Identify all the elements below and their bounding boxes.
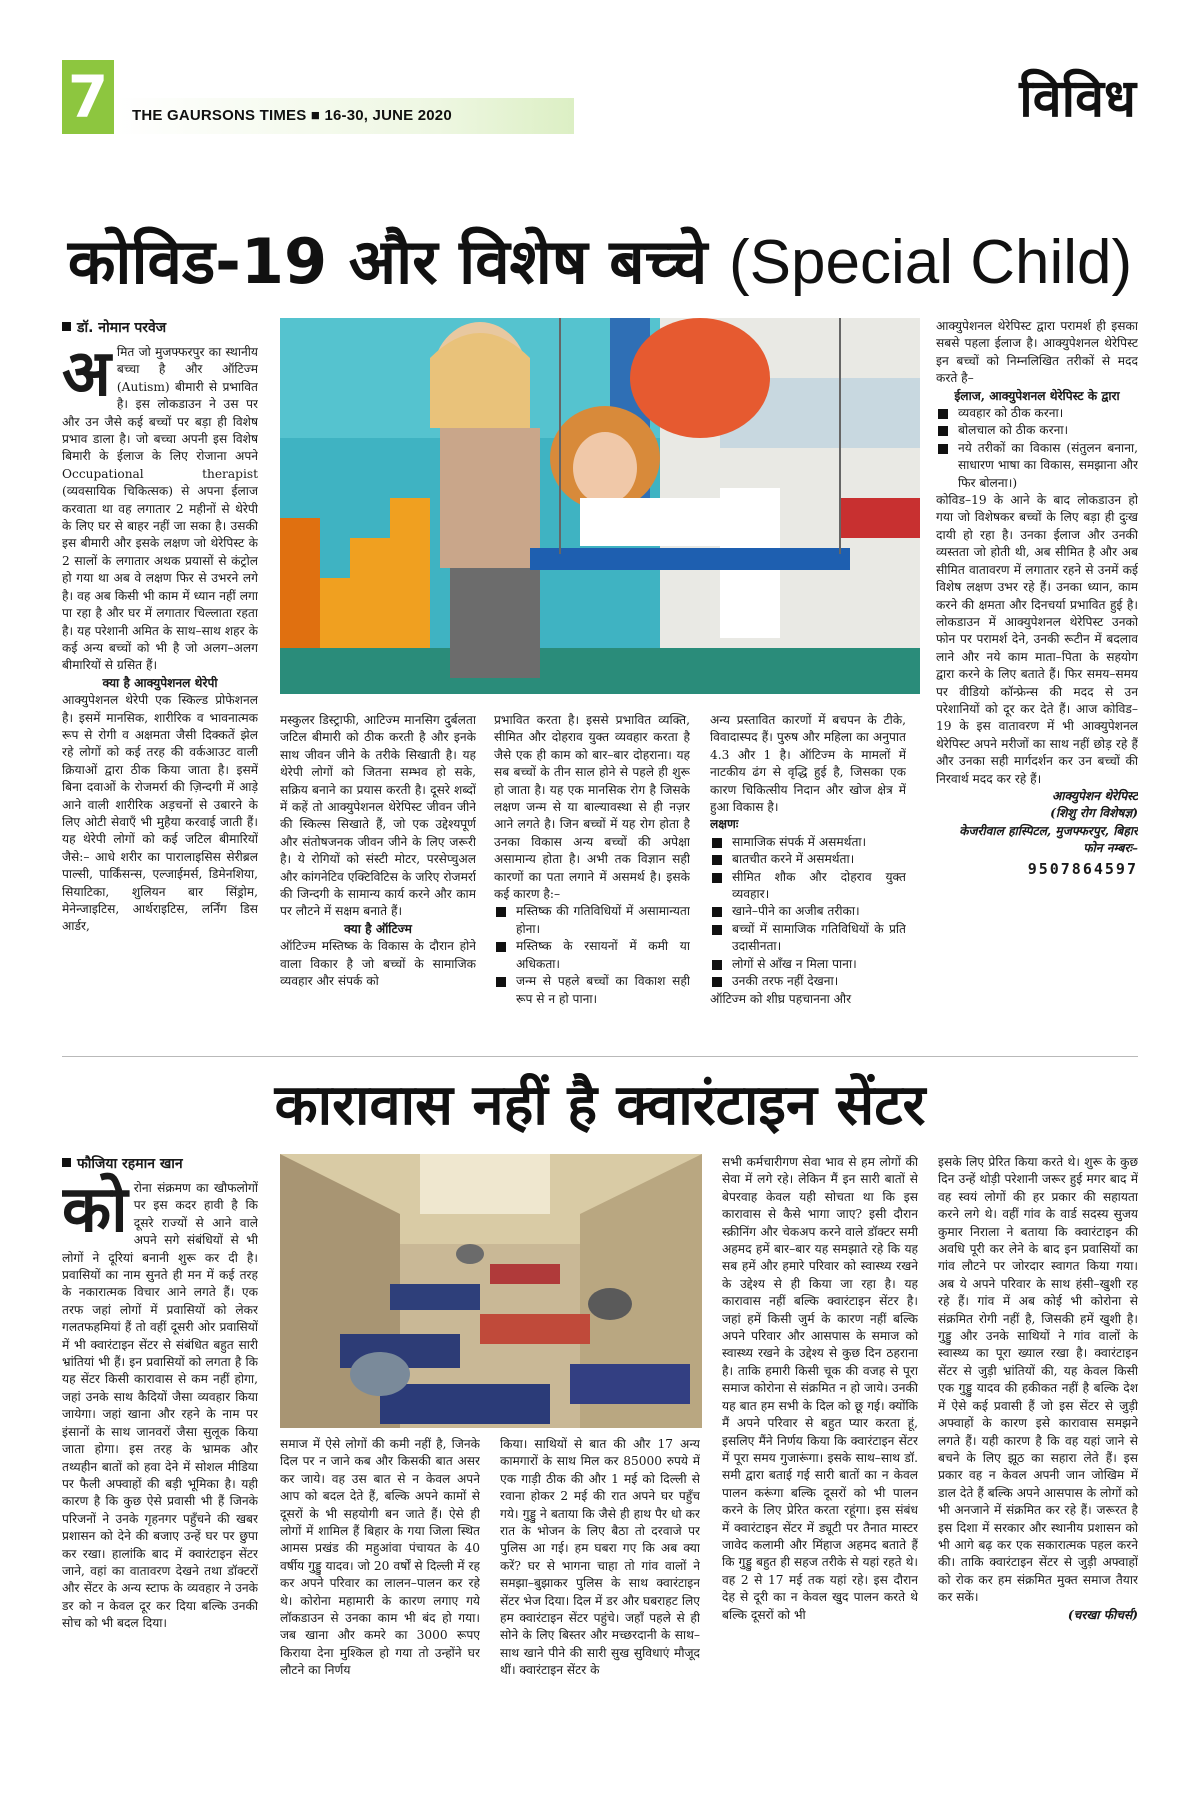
article1-column-2 [280,712,476,1040]
causes-list [494,903,690,1007]
paragraph: कोविड–19 के आने के बाद लोकडाउन हो गया जो विशेषकर बच्चों के लिए बड़ा ही दुःख दायी हो रहा है। उनका ईलाज और उनकी व्यस्तता जो होती थी, अब सीमित है और अब सीमित वातावरण में लगातार रहने से उनमें कई विशेष लक्षण उभर रहे हैं। उनका ध्यान, काम करने की क्षमता और दिनचर्या प्रभावित हुई है। लोकडाउन में आक्युपेशनल थेरेपिस्ट उनको फोन पर परामर्श देने, उनकी रूटीन में बदलाव लाने और नये काम माता–पिता के सहयोग द्वारा करने के लिए बताते हैं। फिर समय–समय पर वीडियो कॉन्फ्रेन्स की मदद से उन परेशानियों को दूर कर देते हैं। आज कोविड–19 के इस वातावरण में भी आक्युपेशनल थेरेपिस्ट अपने मरीजों का साथ नहीं छोड़ रहे हैं और उनका सही मार्गदर्शन कर उन बच्चों की निरवार्थ मदद कर रहे हैं। [936,493,1138,786]
list-item: खाने–पीने का अजीब तरीका। [710,903,906,920]
section-divider [62,1056,1138,1057]
paragraph: किया। साथियों से बात की और 17 अन्य कामगारों के साथ मिल कर 85000 रुपये में एक गाड़ी ठीक की और 1 मई को दिल्ली से रवाना होकर 2 मई की रात अपने घर पहुँच गये। गुड्डु ने बताया कि जैसे ही हाथ पैर धो कर रात के भोजन के लिए बैठा तो दरवाजे पर पुलिस आ गई। हम घबरा गए कि अब क्या करें? घर से भागना चाहा तो गांव वालों ने समझा–बुझाकर पुलिस के साथ क्वारंटाइन सेंटर भेज दिया। दिल में डर और घबराहट लिए हम क्वारंटाइन सेंटर पहुंचे। जहाँ पहले से ही सोने के लिए बिस्तर और मच्छरदानी के साथ–साथ खाने पीने की सारी सुख सुविधाएं मौजूद थीं। क्वारंटाइन सेंटर के [500,1437,700,1678]
signature-place: केजरीवाल हास्पिटल, मुजफ्फरपुर, बिहार [959,823,1138,838]
paragraph: ऑटिज्म मस्तिष्क के विकास के दौरान होने वाला विकार है जो बच्चों के सामाजिक व्यवहार और संपर्क को [280,939,476,989]
list-item: उनकी तरफ नहीं देखना। [710,973,906,990]
paragraph: आक्युपेशनल थेरेपी एक स्किल्ड प्रोफेशनल है। इसमें मानसिक, शारीरिक व भावनात्मक रूप से रोगी व अक्षमता जैसी दिक्कतें झेल रहे लोगों को कई तरह की वर्कआउट वाली क्रियाओं द्वारा ठीक किया जाता है। इसमें बिना दवाओं के रोजमर्रा की ज़िन्दगी में आड़े आने वाली शारीरिक अड़चनों से उबारने के लिए ओटी सेवाएँ भी मुहैया करवाई जाती हैं। यह थेरेपी लोगों को कई जटिल बीमारियों जैसे:– आधे शरीर का पारालाइसिस सेरीब्रल पाल्सी, पार्किंसन्स, एल्जाईमर्स, डिमेनशिया, सियाटिका, शुलियन बार सिंड्रोम, मेनेन्जाइटिस, आर्थराइटिस, लर्निंग डिस आर्डर, [62,693,258,934]
page-number: 7 [62,60,114,134]
paragraph: प्रभावित करता है। इससे प्रभावित व्यक्ति, सीमित और दोहराव युक्त व्यवहार करता है जैसे एक ही काम को बार–बार दोहराना। यह सब बच्चों के तीन साल होने से पहले ही शुरू हो जाता है। यह एक मानसिक रोग है जिसके लक्षण जन्म से या बाल्यावस्था से ही नज़र आने लगते है। जिन बच्चों में यह रोग होता है उनका विकास अन्य बच्चों की अपेक्षा असामान्य होता है। अभी तक विज्ञान सही कारणों का पता लगाने में असमर्थ है। इसके कई कारण है:– [494,713,690,902]
drop-cap: अ [62,337,111,411]
section-title: विविध [1019,68,1136,129]
list-item: सामाजिक संपर्क में असमर्थता। [710,834,906,851]
square-bullet-icon [62,322,71,331]
article1-column-4 [710,712,906,1040]
paragraph: इसके लिए प्रेरित किया करते थे। शुरू के कुछ दिन उन्हें थोड़ी परेशानी जरूर हुई मगर बाद में वह स्वयं लोगों की हर प्रकार की सहायता करने लगे थे। वहीं गांव के वार्ड सदस्य सुजय कुमार निराला ने बताया कि क्वारंटाइन की अवधि पूरी कर लेने के बाद इन प्रवासियों का गांव लौटने पर जोरदार स्वागत किया गया। अब ये अपने परिवार के साथ हंसी–खुशी रह रहे हैं। गांव में अब कोई भी कोरोना से संक्रमित रोगी नहीं है, जिसकी हमें खुशी है। गुड्डु और उनके साथियों ने गांव वालों के स्वास्थ्य का पूरा ख्याल रखा है। क्वारंटाइन सेंटर से जुड़ी भ्रांतियों की, यह केवल किसी एक गुड्डु यादव की हकीकत नहीं है बल्कि देश में ऐसे कई प्रवासी हैं जो इस सेंटर से जुड़ी अफ्वाहों के कारण इसे कारावास समझने लगते हैं। यही कारण है कि वह यहां जाने से बचने के लिए झूठ का सहारा लेते हैं। इस प्रकार वह न केवल अपनी जान जोखिम में डाल देते हैं बल्कि अपने आसपास के लोगों को भी अनजाने में संक्रमित कर रहे हैं। जरूरत है इस दिशा में सरकार और स्थानीय प्रशासन को भी आगे बढ़ कर एक सकारात्मक पहल करने की। ताकि क्वारंटाइन सेंटर से जुड़ी अफ्वाहों को रोक कर हम संक्रमित मुक्त समाज तैयार कर सकें। [938,1155,1138,1605]
article1-column-5 [936,318,1138,1040]
article2-column-3 [500,1436,700,1744]
paragraph: समाज में ऐसे लोगों की कमी नहीं है, जिनके दिल पर न जाने कब और किसकी बात असर कर जाये। वह उस बात से न केवल अपने आप को बदल देते हैं, बल्कि अपने कामों से दूसरों के भी सहयोगी बन जाते हैं। ऐसे ही लोगों में शामिल हैं बिहार के गया जिला स्थित आमस प्रखंड की महुआंवा पंचायत के 40 वर्षीय गुड्डु यादव। जो 20 वर्षों से दिल्ली में रह कर अपने परिवार का लालन–पालन कर रहे थे। कोरोना महामारी के कारण लगाए गये लॉकडाउन से उनका काम भी बंद हो गया। जब खाना और कमरे का 3000 रूपए किराया देना मुश्किल हो गया तो उन्होंने घर लौटने का निर्णय [280,1437,480,1678]
article-credit: (चरखा फीचर्स) [1067,1607,1138,1622]
article1-byline: डॉ. नोमान परवेज [62,318,258,338]
signature-role: (शिशु रोग विशेषज्ञ) [1050,806,1138,821]
list-item: नये तरीकों का विकास (संतुलन बनाना, साधारण भाषा का विकास, समझाना और फिर बोलना।) [936,440,1138,492]
paragraph: ऑटिज्म को शीघ्र पहचानना और [710,991,852,1006]
phone-label: फोन नम्बरः– [1083,841,1138,856]
paragraph: रोना संक्रमण का खौफलोगों पर इस कदर हावी है कि दूसरे राज्यों से आने वाले अपने सगे संबंधियों से भी लोगों ने दूरियां बनानी शुरू कर दी है। प्रवासियों का नाम सुनते ही मन में कई तरह के नकारात्मक विचार आने लगते हैं। एक तरफ जहां लोगों में प्रवासियों को लेकर गलतफहमियां हैं तो वहीं दूसरी ओर प्रवासियों में भी क्वारंटाइन सेंटर से संबंधित बहुत सारी भ्रांतियां भी हैं। इन प्रवासियों को लगता है कि यह सेंटर किसी कारावास से कम नहीं होगा, जहां उनके साथ कैदियों जैसा व्यवहार किया जायेगा। जहां खाना और रहने के नाम पर इंसानों के साथ जानवरों जैसा सुलूक किया जाता होगा। इस तरह के भ्रामक और तथ्यहीन बातों को हवा देने में सोशल मीडिया पर फैली अफ्वाहों की बड़ी भूमिका है। यही कारण है कि कुछ ऐसे प्रवासी भी हैं जिनके परिजनों ने उनके गृहनगर पहुँचने की खबर प्रशासन को देने की बजाए उन्हें घर पर छुपा कर रखा। हालांकि बाद में क्वारंटाइन सेंटर जाने, वहां का वातावरण देखने तथा डॉक्टरों और सेंटर के अन्य स्टाफ के व्यवहार ने उनके डर को न केवल दूर कर दिया बल्कि उनकी सोच को भी बदल दिया। [62,1181,258,1631]
article1-headline [0,222,1200,303]
article2-column-2 [280,1436,480,1744]
list-item: बच्चों में सामाजिक गतिविधियों के प्रति उदासीनता। [710,921,906,956]
headline-english: (Special Child) [729,228,1133,297]
article2-column-5 [938,1154,1138,1744]
paragraph: आक्युपेशनल थेरेपिस्ट द्वारा परामर्श ही इसका सबसे पहला ईलाज है। आक्युपेशनल थेरेपिस्ट इन बच्चों को निम्नलिखित तरीकों से मदद करते है– [936,319,1138,386]
subheading: ईलाज, आक्युपेशनल थेरेपिस्ट के द्वारा [954,388,1120,403]
symptoms-list [710,834,906,991]
article2-headline: कारावास नहीं है क्वारंटाइन सेंटर [274,1073,926,1138]
quarantine-centre-photo [280,1154,702,1428]
treatment-list [936,405,1138,492]
phone-number: 9507864597 [1027,859,1138,878]
article1-column-1 [62,318,258,1040]
paragraph: मस्कुलर डिस्ट्राफी, आटिज्म मानसिग दुर्बलता जटिल बीमारी को ठीक करती है और इनके साथ जीवन जीने के तरीके सिखाती है। यह थेरेपी लोगों को जितना सम्भव हो सके, सक्रिय बनाने का प्रयास करती है। दूसरे शब्दों में कहें तो आक्युपेशनल थेरेपिस्ट जीवन जीने की स्किल्स सिखाते हैं, जो एक उद्देश्यपूर्ण और संतोषजनक जीवन जीने के लिए जरूरी है। ये रोगियों को संस्टी मोटर, परसेप्चुअल और कांगनेटिव एक्टिविटिस के जरिए रोजमर्रा की जिन्दगी के सामान्य कार्य करने और काम पर लौटने में सक्षम बनाते हैं। [280,713,476,919]
list-item: व्यवहार को ठीक करना। [936,405,1138,422]
list-item: लोगों से आँख न मिला पाना। [710,956,906,973]
paragraph: सभी कर्मचारीगण सेवा भाव से हम लोगों की सेवा में लगे रहे। लेकिन मैं इन सारी बातों से बेपरवाह केवल यही सोचता था कि इस कारावास से कैसे भागा जाए? इसी दौरान स्क्रीनिंग और चेकअप करने वाले डॉक्टर समी अहमद हमें बार–बार यह समझाते रहे कि यह सब हमें और हमारे परिवार को स्वास्थ्य रखने के उद्देश्य से ही किया जा रहा है। यह कारावास नहीं बल्कि क्वारंटाइन सेंटर है। जहां हमें किसी जुर्म के कारण नहीं बल्कि अपने परिवार और आसपास के समाज को स्वास्थ्य रखने के उद्देश्य से कुछ दिन ठहराना है। ताकि हमारी किसी चूक की वजह से पूरा समाज कोरोना से संक्रमित न हो जाये। उनकी यह बात हम सभी के दिल को छू गई। क्योंकि मैं अपने परिवार से बहुत प्यार करता हूं, इसलिए मैंने निर्णय किया कि क्वारंटाइन सेंटर में पूरा समय गुजारूंगा। इसके साथ–साथ डॉ. समी द्वारा बताई गई सारी बातों का न केवल पालन करूंगा बल्कि दूसरों को भी पालन करने के लिए प्रेरित करता रहूंगा। इस संबंध में क्वारंटाइन सेंटर में ड्यूटी पर तैनात मास्टर जावेद कलामी और मिंहाज अहमद बताते हैं कि गुड्डु बहुत ही सहज तरीके से यहां रहते थे। वह 2 से 17 मई तक यहां रहे। इस दौरान देह से दूरी का न केवल खुद पालन करते थे बल्कि दूसरों को भी [722,1155,918,1622]
subheading: क्या है ऑटिज्म [344,921,412,936]
drop-cap: को [62,1173,128,1247]
article2-column-4 [722,1154,918,1744]
article2-byline: फौजिया रहमान खान [62,1154,258,1174]
square-bullet-icon [62,1158,71,1167]
special-child-photo [280,318,920,694]
list-item: मस्तिष्क के रसायनों में कमी या अधिकता। [494,938,690,973]
list-item: सीमित शौक और दोहराव युक्त व्यवहार। [710,869,906,904]
headline-hindi: कोविड-19 और विशेष बच्चे [67,225,708,298]
subheading: क्या है आक्युपेशनल थेरेपी [102,675,218,690]
article1-column-3 [494,712,690,1040]
list-item: बोलचाल को ठीक करना। [936,422,1138,439]
paragraph: अन्य प्रस्तावित कारणों में बचपन के टीके, विवादास्पद हैं। पुरुष और महिला का अनुपात 4.3 और 1 है। ऑटिज्म के मामलों में नाटकीय ढंग से वृद्धि हुई है, जिसका एक कारण चिकित्सीय निदान और खोज क्षेत्र में हुआ विकास है। [710,713,906,815]
signature-title: आक्युपेशन थेरेपिस्ट [1052,788,1138,803]
article2-column-1 [62,1154,258,1744]
list-item: मस्तिष्क की गतिविधियों में असामान्यता होना। [494,903,690,938]
list-item: जन्म से पहले बच्चों का विकाश सही रूप से न हो पाना। [494,973,690,1008]
publication-name: THE GAURSONS TIMES ■ 16-30, JUNE 2020 [132,107,452,124]
paragraph: मित जो मुजफ्फरपुर का स्थानीय बच्चा है और ऑटिज्म (Autism) बीमारी से प्रभावित है। इस लोकडाउन ने उस पर और उन जैसे कई बच्चों पर बड़ा ही विशेष प्रभाव डाला है। जो बच्चा अपनी इस विशेष बिमारी के ईलाज के लिए रोजाना अपने Occupational therapist (व्यवसायिक चिकित्सक) से अपना ईलाज करवाता था वह लगातार 2 महीनों से थेरेपी के लिए घर से बाहर नहीं जा सका है। उसकी इस बीमारी और इसके लक्षण जो थेरेपिस्ट के 2 सालों के लगातार अथक प्रयासों से कंट्रोल हो गया था अब वे लक्षण फिर से उभरने लगे है। वह अब किसी भी काम में ध्यान नहीं लगा पा रहा है और घर में लगातार चिल्लाता रहता है। यह परेशानी अमित के साथ–साथ शहर के कई अन्य बच्चों को भी है जो अलग–अलग बीमारियों से ग्रसित हैं। [62,345,258,673]
subheading: लक्षणः [710,817,739,832]
list-item: बातचीत करने में असमर्थता। [710,851,906,868]
